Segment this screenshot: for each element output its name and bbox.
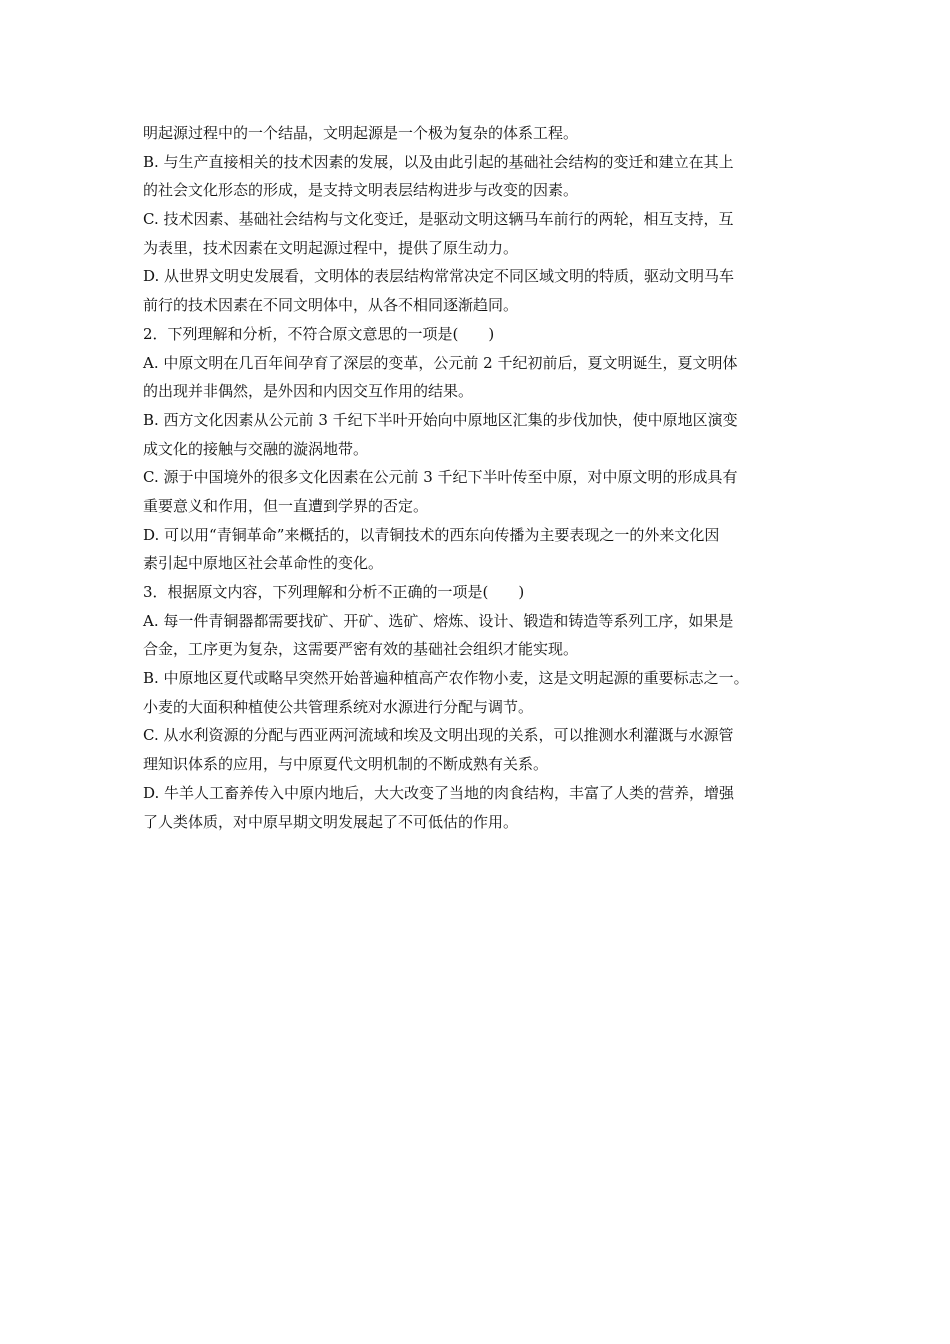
option-3c-line-2: 理知识体系的应用，与中原夏代文明机制的不断成熟有关系。 bbox=[143, 755, 549, 774]
option-1c-line-1: C. 技术因素、基础社会结构与文化变迁，是驱动文明这辆马车前行的两轮，相互支持，互 bbox=[143, 210, 734, 229]
option-2b-line-2: 成文化的接触与交融的漩涡地带。 bbox=[143, 439, 369, 458]
document-body bbox=[143, 119, 809, 836]
question-3: 3．根据原文内容，下列理解和分析不正确的一项是( ) bbox=[143, 583, 525, 601]
option-3b-line-2: 小麦的大面积种植使公共管理系统对水源进行分配与调节。 bbox=[143, 697, 534, 716]
option-1c-line-2: 为表里，技术因素在文明起源过程中，提供了原生动力。 bbox=[143, 238, 519, 257]
option-2d-line-1: D. 可以用“青铜革命”来概括的，以青铜技术的西东向传播为主要表现之一的外来文化因 bbox=[143, 525, 720, 544]
option-2a-line-2: 的出现并非偶然，是外因和内因交互作用的结果。 bbox=[143, 382, 474, 401]
option-1d-line-1: D. 从世界文明史发展看，文明体的表层结构常常决定不同区域文明的特质，驱动文明马车 bbox=[143, 267, 735, 286]
question-2: 2．下列理解和分析，不符合原文意思的一项是( ) bbox=[143, 324, 495, 343]
option-3d-line-1: D. 牛羊人工畜养传入中原内地后，大大改变了当地的肉食结构，丰富了人类的营养，增强 bbox=[143, 783, 735, 802]
option-2b-line-1: B. 西方文化因素从公元前 3 千纪下半叶开始向中原地区汇集的步伐加快，使中原地区演变 bbox=[143, 410, 738, 429]
option-3b-line-1: B. 中原地区夏代或略早突然开始普遍种植高产农作物小麦，这是文明起源的重要标志之一。 bbox=[143, 669, 749, 688]
option-2a-line-1: A. 中原文明在几百年间孕育了深层的变革，公元前 2 千纪初前后，夏文明诞生，夏文明体 bbox=[143, 353, 738, 372]
option-3a-line-1: A. 每一件青铜器都需要找矿、开矿、选矿、熔炼、设计、锻造和铸造等系列工序，如果是 bbox=[143, 611, 734, 630]
option-3d-line-2: 了人类体质，对中原早期文明发展起了不可低估的作用。 bbox=[143, 812, 519, 831]
option-3c-line-1: C. 从水利资源的分配与西亚两河流域和埃及文明出现的关系，可以推测水利灌溉与水源管 bbox=[143, 726, 734, 745]
option-1b-line-2: 的社会文化形态的形成，是支持文明表层结构进步与改变的因素。 bbox=[143, 181, 579, 200]
option-1d-line-2: 前行的技术因素在不同文明体中，从各不相同逐渐趋同。 bbox=[143, 296, 519, 315]
option-3a-line-2: 合金，工序更为复杂，这需要严密有效的基础社会组织才能实现。 bbox=[143, 640, 579, 659]
option-2c-line-1: C. 源于中国境外的很多文化因素在公元前 3 千纪下半叶传至中原，对中原文明的形成具有 bbox=[143, 468, 738, 487]
text-line-continuation: 明起源过程中的一个结晶，文明起源是一个极为复杂的体系工程。 bbox=[143, 124, 579, 142]
option-2c-line-2: 重要意义和作用，但一直遭到学界的否定。 bbox=[143, 496, 429, 515]
option-1b-line-1: B. 与生产直接相关的技术因素的发展，以及由此引起的基础社会结构的变迁和建立在其上 bbox=[143, 152, 734, 171]
option-2d-line-2: 素引起中原地区社会革命性的变化。 bbox=[143, 554, 384, 573]
